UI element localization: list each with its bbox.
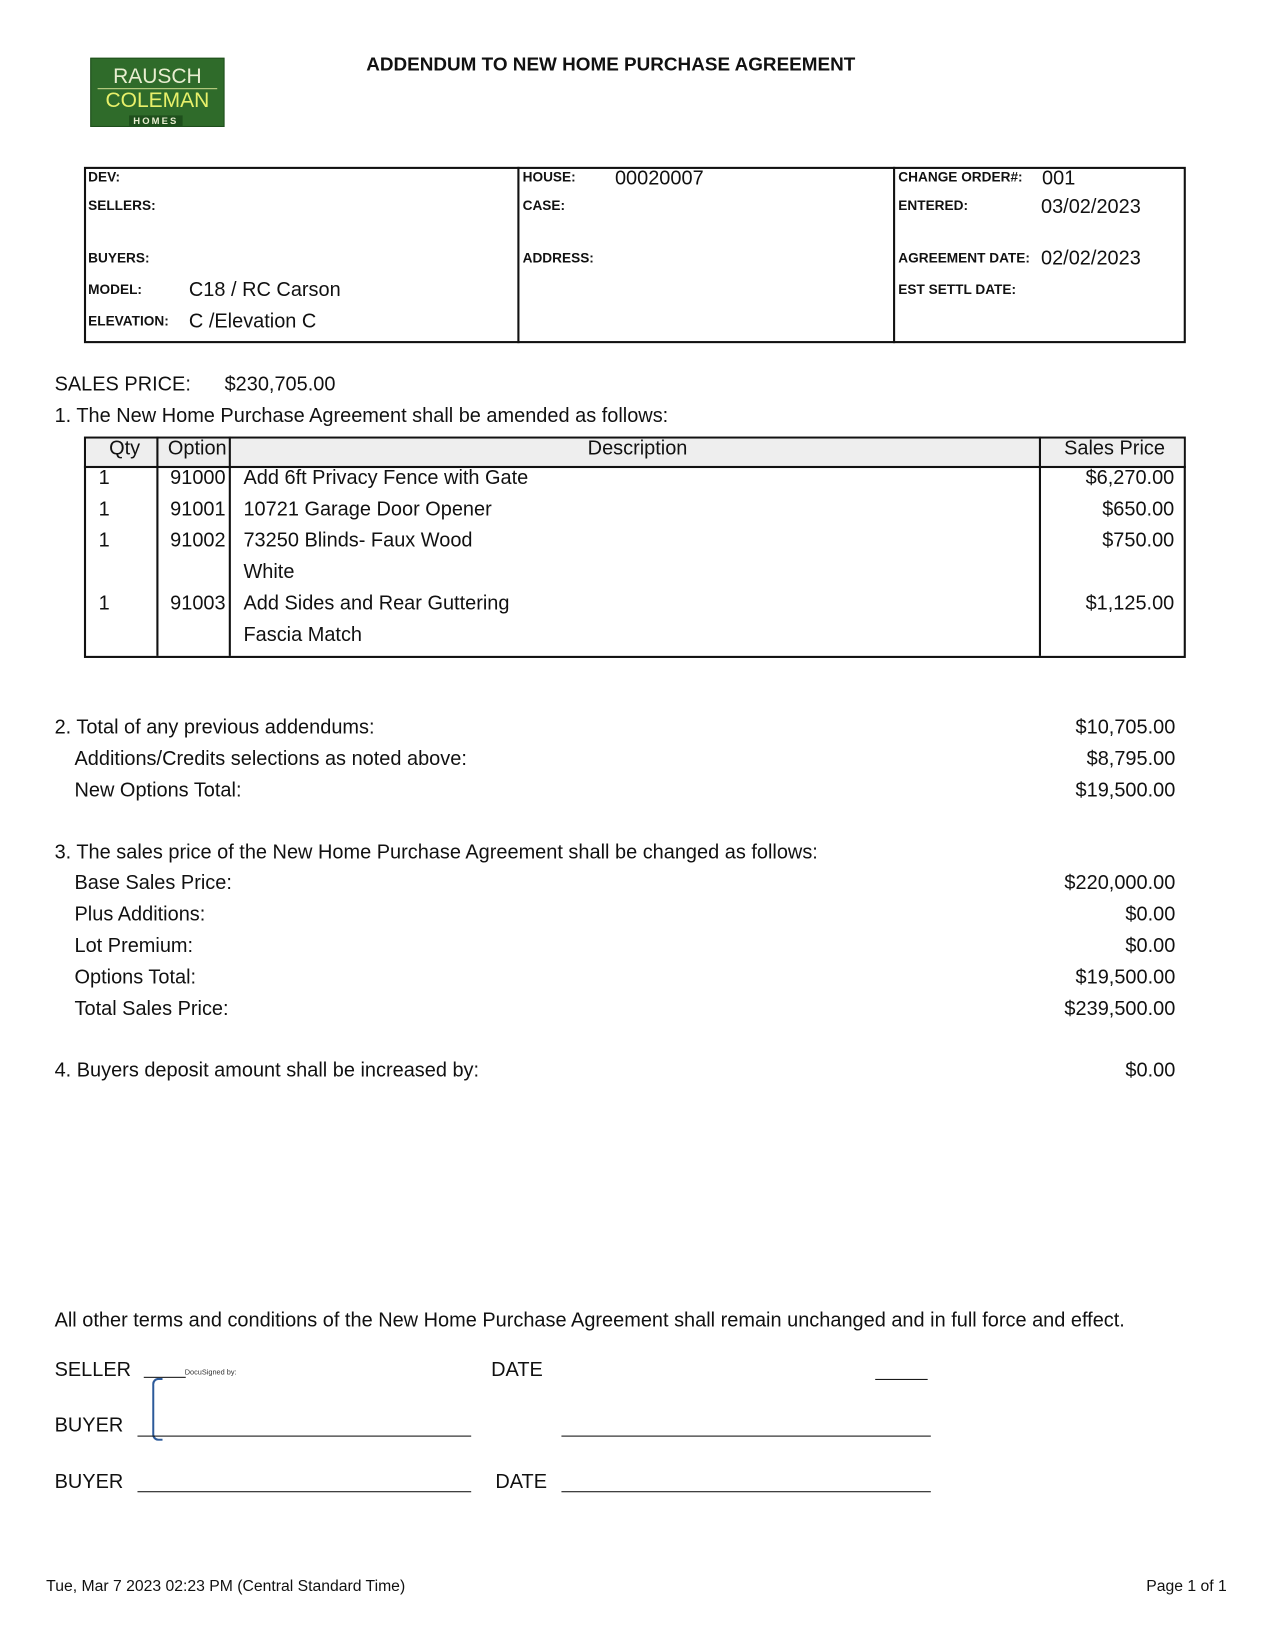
row-description: 10721 Garage Door Opener — [243, 498, 492, 521]
column-header-sales-price: Sales Price — [1064, 437, 1165, 460]
change-order-label: CHANGE ORDER#: — [898, 168, 1023, 185]
model-value: C18 / RC Carson — [188, 279, 341, 302]
buyer-1-label: BUYER — [54, 1414, 124, 1437]
row-option: 91001 — [170, 498, 226, 521]
sales-price-label: SALES PRICE: — [54, 373, 191, 396]
row-option: 91002 — [170, 529, 226, 552]
section-2-value: $19,500.00 — [1075, 779, 1176, 802]
section-4-value: $0.00 — [1125, 1059, 1176, 1082]
address-label: ADDRESS: — [522, 249, 594, 266]
buyer-1-date-line[interactable] — [561, 1436, 930, 1437]
row-option: 91003 — [170, 592, 226, 615]
model-label: MODEL: — [88, 281, 142, 297]
section-3-value: $0.00 — [1125, 903, 1176, 926]
row-sales-price: $650.00 — [1102, 498, 1175, 521]
agreement-date-label: AGREEMENT DATE: — [898, 249, 1030, 266]
logo-text: HOMES — [129, 115, 183, 125]
sales-price-value: $230,705.00 — [224, 373, 336, 396]
section-4-label: 4. Buyers deposit amount shall be increased by: — [54, 1059, 480, 1082]
row-qty: 1 — [98, 466, 110, 490]
buyer-2-date-label: DATE — [495, 1471, 548, 1494]
sellers-label: SELLERS: — [88, 197, 156, 214]
section-3-label: Base Sales Price: — [74, 872, 232, 895]
seller-label: SELLER — [54, 1358, 132, 1382]
row-description: Fascia Match — [243, 624, 363, 647]
section-3-label: Total Sales Price: — [74, 997, 229, 1021]
document-title: ADDENDUM TO NEW HOME PURCHASE AGREEMENT — [366, 53, 856, 75]
section-2-value: $10,705.00 — [1075, 716, 1176, 739]
row-qty: 1 — [98, 592, 110, 615]
house-value: 00020007 — [614, 167, 704, 190]
buyer-1-signature-line[interactable] — [137, 1436, 471, 1437]
docusign-mark: DocuSigned by: — [184, 1369, 237, 1377]
column-header-qty: Qty — [109, 437, 141, 460]
entered-label: ENTERED: — [898, 197, 969, 214]
row-qty: 1 — [98, 529, 110, 552]
row-option: 91000 — [170, 466, 226, 490]
section-3-value: $0.00 — [1125, 935, 1176, 958]
house-label: HOUSE: — [522, 168, 576, 185]
buyers-label: BUYERS: — [88, 249, 150, 266]
footer-timestamp: Tue, Mar 7 2023 02:23 PM (Central Standard Time) — [46, 1577, 406, 1596]
column-header-description: Description — [587, 437, 688, 460]
row-sales-price: $6,270.00 — [1085, 466, 1175, 490]
section-1-heading: 1. The New Home Purchase Agreement shall be amended as follows: — [54, 405, 669, 428]
docusign-bracket — [152, 1378, 162, 1441]
buyer-2-signature-line[interactable] — [137, 1491, 471, 1492]
seller-date-line[interactable] — [875, 1379, 927, 1380]
page-number: Page 1 of 1 — [1146, 1577, 1227, 1596]
row-description: Add Sides and Rear Guttering — [243, 592, 510, 615]
row-qty: 1 — [98, 498, 110, 521]
section-2-label: New Options Total: — [74, 779, 242, 802]
buyer-2-date-line[interactable] — [561, 1491, 930, 1492]
entered-value: 03/02/2023 — [1041, 196, 1141, 219]
row-description: 73250 Blinds- Faux Wood — [243, 529, 473, 552]
section-2-label: 2. Total of any previous addendums: — [54, 716, 375, 739]
est-settl-date-label: EST SETTL DATE: — [898, 281, 1017, 297]
change-order-value: 001 — [1042, 167, 1076, 190]
row-description: White — [243, 561, 295, 584]
elevation-label: ELEVATION: — [88, 312, 169, 329]
case-label: CASE: — [522, 197, 566, 214]
section-2-label: Additions/Credits selections as noted above: — [74, 748, 467, 771]
seller-date-label: DATE — [491, 1358, 543, 1382]
column-header-option: Option — [167, 437, 227, 460]
row-sales-price: $750.00 — [1102, 529, 1175, 552]
agreement-date-value: 02/02/2023 — [1041, 247, 1141, 270]
section-2-value: $8,795.00 — [1086, 748, 1176, 771]
row-sales-price: $1,125.00 — [1085, 592, 1175, 615]
row-description: Add 6ft Privacy Fence with Gate — [243, 466, 529, 490]
section-3-value: $220,000.00 — [1064, 872, 1176, 895]
terms-text: All other terms and conditions of the New Home Purchase Agreement shall remain unchanged and in full force and effect. — [54, 1309, 1125, 1332]
section-3-label: Lot Premium: — [74, 935, 194, 958]
section-3-value: $239,500.00 — [1064, 997, 1176, 1021]
company-logo — [90, 58, 224, 127]
section-3-heading: 3. The sales price of the New Home Purchase Agreement shall be changed as follows: — [54, 841, 818, 864]
section-3-value: $19,500.00 — [1075, 966, 1176, 989]
logo-text: RAUSCH — [113, 65, 202, 89]
elevation-value: C /Elevation C — [188, 310, 317, 333]
section-3-label: Options Total: — [74, 966, 197, 989]
section-3-label: Plus Additions: — [74, 903, 206, 926]
dev-label: DEV: — [88, 168, 120, 185]
buyer-2-label: BUYER — [54, 1471, 124, 1494]
logo-text: COLEMAN — [105, 89, 210, 113]
